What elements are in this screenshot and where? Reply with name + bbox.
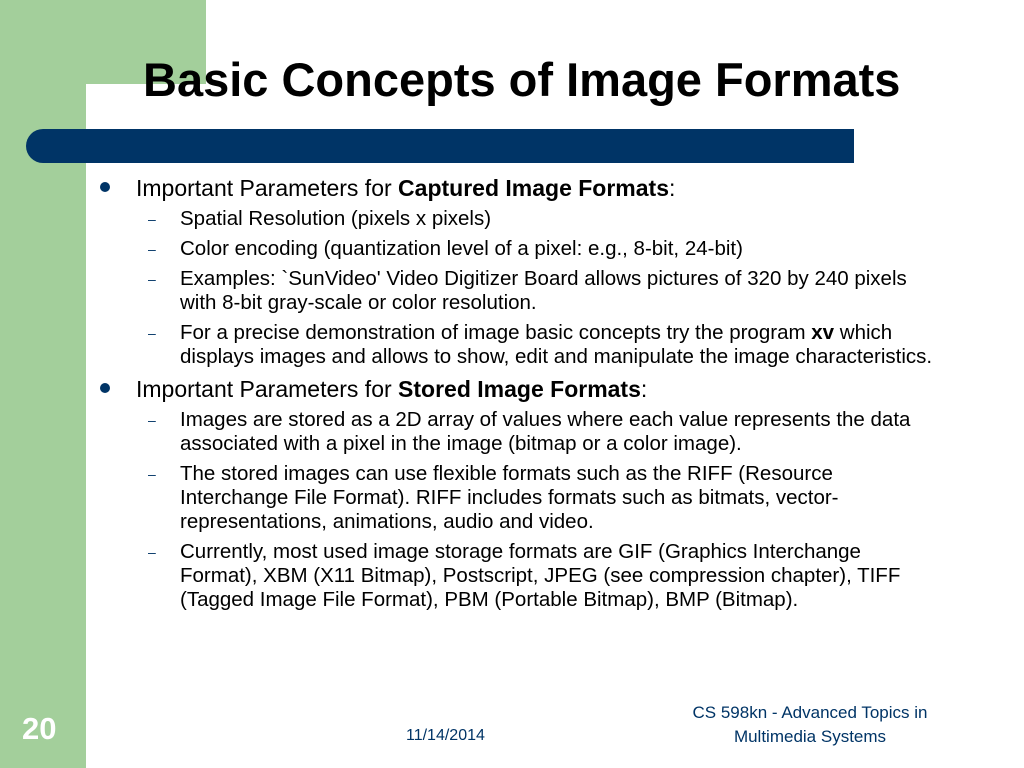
- sub-bullet-common-formats: [100, 540, 950, 612]
- dash-icon: –: [148, 412, 156, 428]
- sub-bullet-text-pre: For a precise demonstration of image basic concepts try the program: [180, 321, 812, 344]
- footer-course-line1: CS 598kn - Advanced Topics in: [692, 703, 928, 722]
- sub-bullet-text: The stored images can use flexible formats such as the RIFF (Resource Interchange File Format). RIFF includes formats such as bitmats, vector-representations, animations, audio and video.: [180, 462, 839, 533]
- sub-bullet-bold-xv: xv: [811, 321, 835, 344]
- sub-bullet-color-encoding: [100, 237, 950, 261]
- footer-course-line2: Multimedia Systems: [733, 727, 887, 746]
- sub-bullet-text: Images are stored as a 2D array of values where each value represents the data associated with a pixel in the image (bitmap or a color image).: [180, 408, 911, 455]
- sub-bullet-text-post: which displays images and allows to show, edit and manipulate the image characteristics.: [180, 321, 933, 368]
- sub-bullet-text: Examples: `SunVideo' Video Digitizer Board allows pictures of 320 by 240 pixels with 8-bit gray-scale or color resolution.: [180, 267, 907, 314]
- bullet-captured-formats: [100, 174, 950, 202]
- bullet-dot-icon: [100, 182, 110, 192]
- sub-bullet-riff: [100, 462, 950, 534]
- bullet-bold-term: Stored Image Formats: [398, 376, 641, 402]
- bullet-dot-icon: [100, 383, 110, 393]
- slide-content: [100, 174, 950, 618]
- bullet-stored-formats: [100, 375, 950, 403]
- sub-bullet-text: Spatial Resolution (pixels x pixels): [180, 207, 492, 230]
- sub-bullet-xv-demo: [100, 321, 950, 369]
- dash-icon: –: [148, 466, 156, 482]
- dash-icon: –: [148, 271, 156, 287]
- sub-bullet-spatial-resolution: [100, 207, 950, 231]
- sub-bullet-text: Currently, most used image storage formats are GIF (Graphics Interchange Format), XBM (X11 Bitmap), Postscript, JPEG (see compression chapter), TIFF (Tagged Image File Format), PBM (Portable Bitmap), BMP (Bitmap).: [180, 540, 901, 611]
- dash-icon: –: [148, 325, 156, 341]
- bullet-suffix: :: [640, 376, 648, 402]
- sub-bullet-examples: [100, 267, 950, 315]
- footer-course-title: [660, 701, 960, 749]
- dash-icon: –: [148, 211, 156, 227]
- slide-number: 20: [22, 711, 57, 746]
- dash-icon: –: [148, 241, 156, 257]
- bullet-prefix: Important Parameters for: [136, 376, 399, 402]
- sub-bullet-2d-array: [100, 408, 950, 456]
- sidebar-green-strip: [0, 0, 86, 768]
- bullet-bold-term: Captured Image Formats: [398, 175, 669, 201]
- bullet-prefix: Important Parameters for: [136, 175, 399, 201]
- title-divider-bar: [26, 129, 854, 163]
- footer-date: 11/14/2014: [406, 727, 485, 744]
- bullet-suffix: :: [669, 175, 676, 201]
- slide-title: Basic Concepts of Image Formats: [143, 53, 901, 106]
- sub-bullet-text: Color encoding (quantization level of a pixel: e.g., 8-bit, 24-bit): [180, 237, 743, 260]
- dash-icon: –: [148, 544, 156, 560]
